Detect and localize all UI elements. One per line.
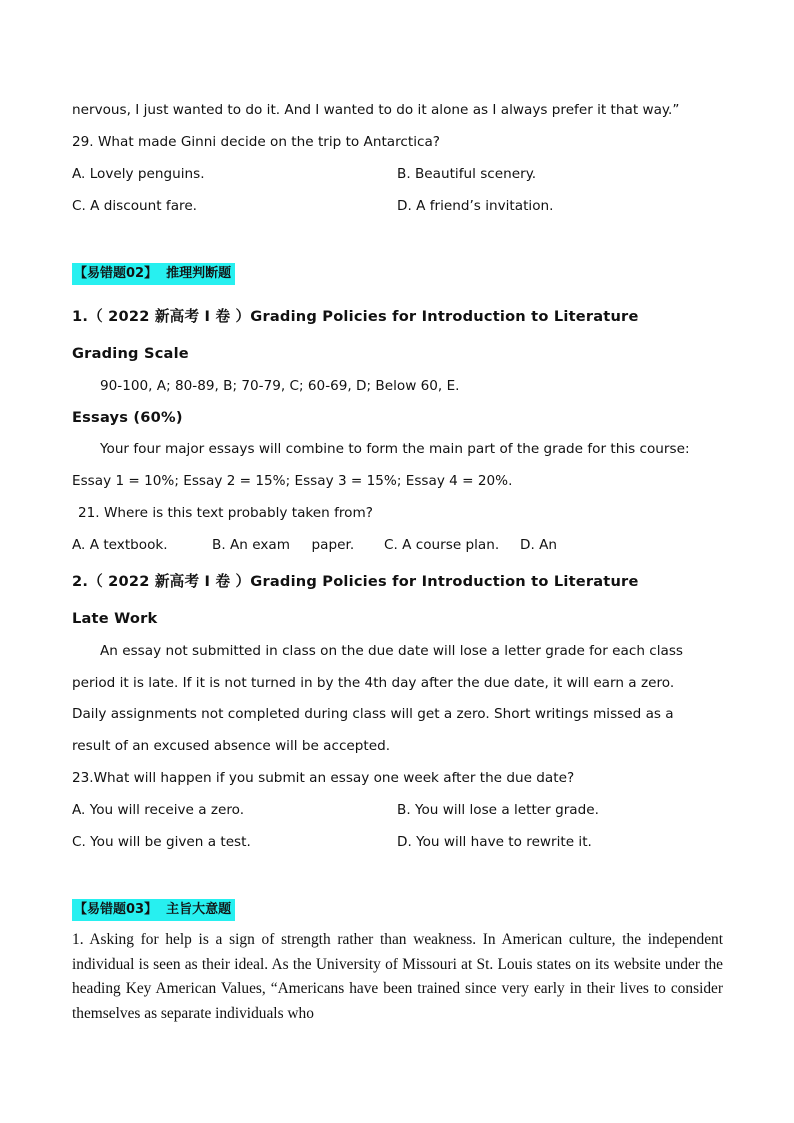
item2-heading: 2.（ 2022 新高考 I 卷 ）Grading Policies for Introduction to Literature bbox=[72, 573, 639, 590]
section-tag-03 bbox=[72, 899, 235, 921]
grading-scale-text: 90-100, A; 80-89, B; 70-79, C; 60-69, D; Below 60, E. bbox=[100, 378, 460, 394]
q23-option-a: A. You will receive a zero. bbox=[72, 802, 245, 818]
option-b: B. Beautiful scenery. bbox=[397, 166, 537, 182]
item1-heading: 1.（ 2022 新高考 I 卷 ）Grading Policies for Introduction to Literature bbox=[72, 308, 639, 325]
q23-option-d: D. You will have to rewrite it. bbox=[397, 834, 592, 850]
q21-option-a: A. A textbook. bbox=[72, 537, 168, 553]
essays-paragraph-line2: Essay 1 = 10%; Essay 2 = 15%; Essay 3 = 15%; Essay 4 = 20%. bbox=[72, 473, 513, 489]
grading-scale-heading: Grading Scale bbox=[72, 345, 189, 362]
late-work-line1: An essay not submitted in class on the due date will lose a letter grade for each class bbox=[100, 643, 684, 659]
question-23: 23.What will happen if you submit an essay one week after the due date? bbox=[72, 770, 575, 786]
section-tag-02 bbox=[72, 263, 235, 285]
q21-option-d: D. An bbox=[520, 537, 558, 553]
option-d: D. A friend’s invitation. bbox=[397, 198, 554, 214]
tag-title: 推理判断题 bbox=[166, 266, 232, 281]
tag-bracket: 【易错题 bbox=[74, 902, 127, 917]
q23-option-c: C. You will be given a test. bbox=[72, 834, 251, 850]
passage-continuation: nervous, I just wanted to do it. And I wanted to do it alone as I always prefer it that way.” bbox=[72, 102, 680, 118]
q21-option-c: C. A course plan. bbox=[384, 537, 500, 553]
question-21: 21. Where is this text probably taken from? bbox=[78, 505, 373, 521]
item3-paragraph: 1. Asking for help is a sign of strength rather than weakness. In American culture, the independent individual is seen as their ideal. As the University of Missouri at St. Louis states on its website under the heading Key American Values, “Americans have been trained since very early in their lives to consider themselves as separate individuals who bbox=[72, 931, 723, 1022]
option-c: C. A discount fare. bbox=[72, 198, 198, 214]
late-work-line3: Daily assignments not completed during class will get a zero. Short writings missed as a bbox=[72, 706, 674, 722]
late-work-heading: Late Work bbox=[72, 610, 158, 627]
tag-number: 02】 bbox=[126, 266, 158, 281]
late-work-line2: period it is late. If it is not turned in by the 4th day after the due date, it will earn a zero. bbox=[72, 675, 675, 691]
tag-title: 主旨大意题 bbox=[166, 902, 232, 917]
option-a: A. Lovely penguins. bbox=[72, 166, 205, 182]
tag-bracket: 【易错题 bbox=[74, 266, 127, 281]
essays-paragraph-line1: Your four major essays will combine to form the main part of the grade for this course: bbox=[100, 441, 690, 457]
late-work-line4: result of an excused absence will be accepted. bbox=[72, 738, 391, 754]
q23-option-b: B. You will lose a letter grade. bbox=[397, 802, 599, 818]
essays-heading: Essays (60%) bbox=[72, 409, 183, 426]
tag-number: 03】 bbox=[126, 902, 158, 917]
question-29: 29. What made Ginni decide on the trip to Antarctica? bbox=[72, 134, 441, 150]
q21-option-b: B. An exam paper. bbox=[212, 537, 355, 553]
